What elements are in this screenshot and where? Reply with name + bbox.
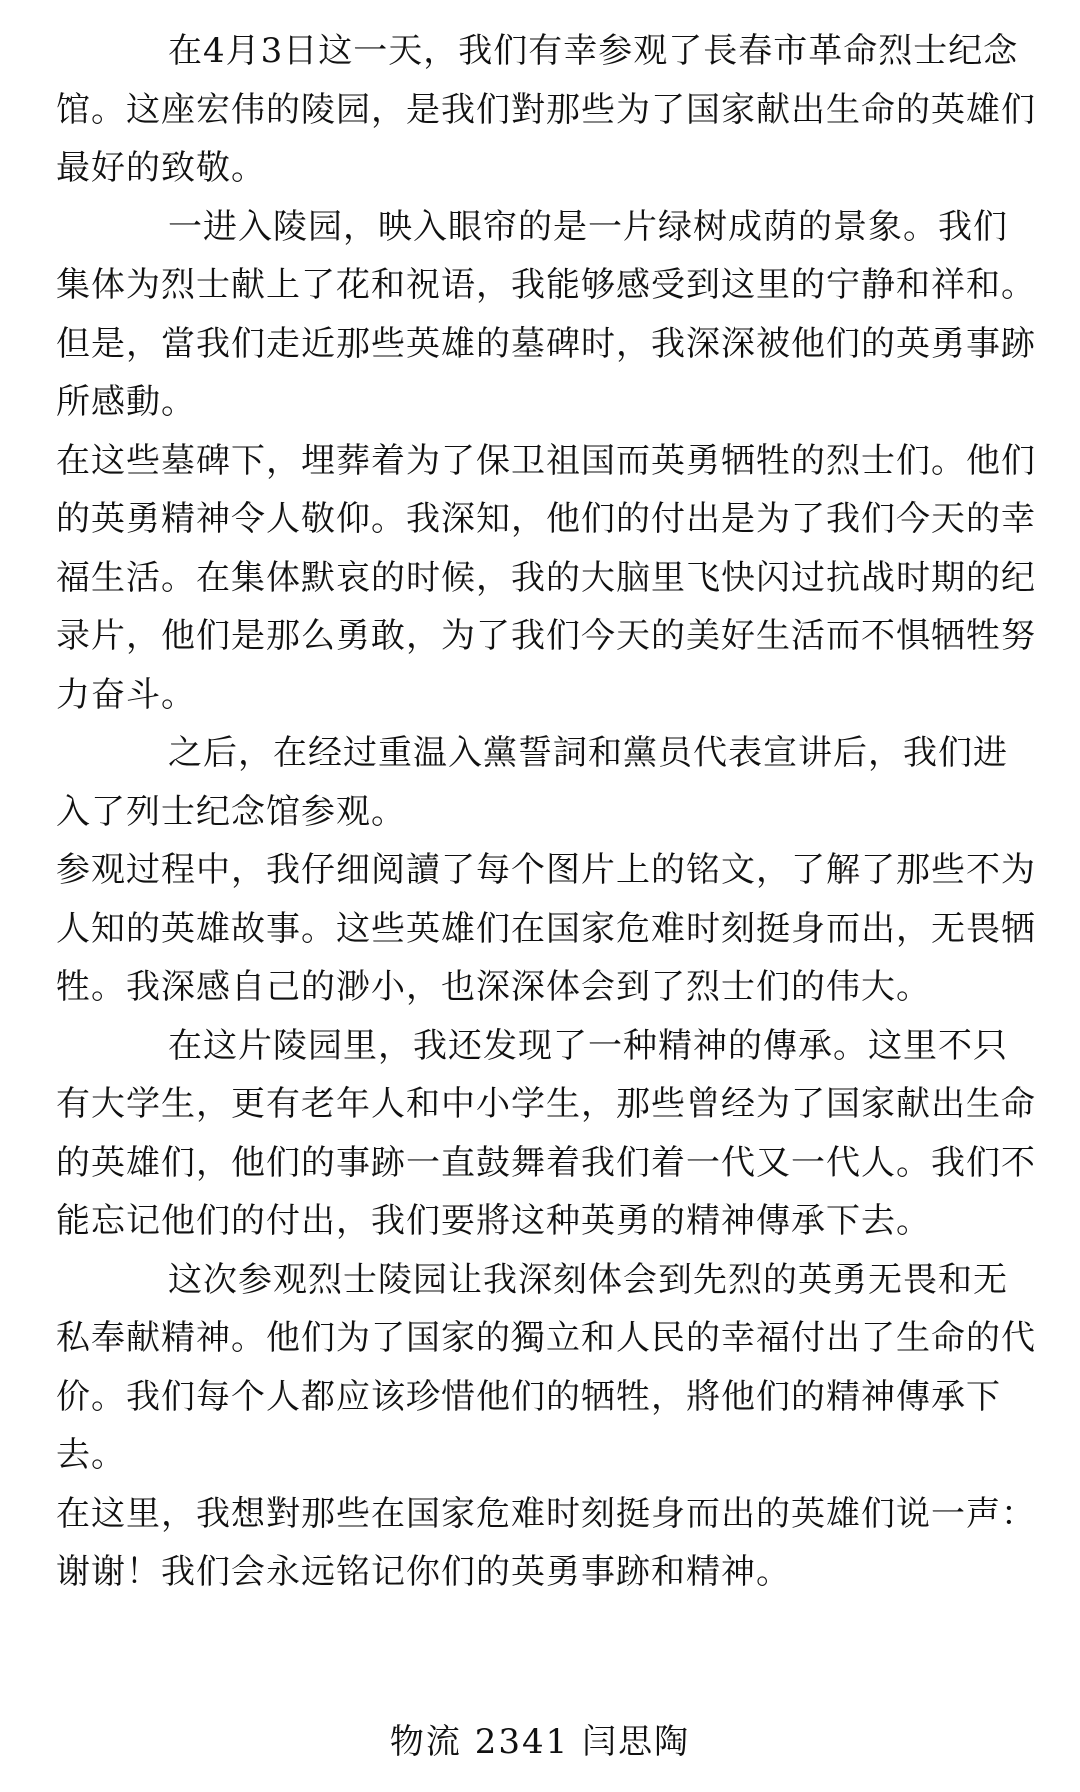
essay-paragraph-8: 在这里，我想對那些在国家危难时刻挺身而出的英雄们说一声：谢谢！我们会永远铭记你们的英勇事跡和精神。 [56,1493,1036,1592]
essay-paragraph-1: 在4月3日这一天，我们有幸参观了長春市革命烈士纪念馆。这座宏伟的陵园，是我们對那些为了国家献出生命的英雄们最好的致敬。 [56,31,1036,188]
essay-paragraph-7: 这次参观烈士陵园让我深刻体会到先烈的英勇无畏和无私奉献精神。他们为了国家的獨立和人民的幸福付出了生命的代价。我们每个人都应该珍惜他们的牺牲，將他们的精神傳承下去。 [56,1259,1036,1475]
essay-paragraph-6: 在这片陵园里，我还发现了一种精神的傳承。这里不只有大学生，更有老年人和中小学生，那些曾经为了国家献出生命的英雄们，他们的事跡一直鼓舞着我们着一代又一代人。我们不能忘记他们的付出，我们要將这种英勇的精神傳承下去。 [56,1025,1036,1241]
essay-paragraph-3: 在这些墓碑下，埋葬着为了保卫祖国而英勇牺牲的烈士们。他们的英勇精神令人敬仰。我深知，他们的付出是为了我们今天的幸福生活。在集体默哀的时候，我的大脑里飞快闪过抗战时期的纪录片，他们是那么勇敢，为了我们今天的美好生活而不惧牺牲努力奋斗。 [56,440,1036,715]
essay-paragraph-2: 一进入陵园，映入眼帘的是一片绿树成荫的景象。我们集体为烈士献上了花和祝语，我能够感受到这里的宁静和祥和。但是，當我们走近那些英雄的墓碑时，我深深被他们的英勇事跡所感動。 [56,206,1036,422]
essay-paragraph-4: 之后，在经过重温入黨誓詞和黨员代表宣讲后，我们进入了列士纪念馆参观。 [56,733,1008,832]
essay-paragraph-5: 参观过程中，我仔细阅讀了每个图片上的铭文，了解了那些不为人知的英雄故事。这些英雄们在国家危难时刻挺身而出，无畏牺牲。我深感自己的渺小，也深深体会到了烈士们的伟大。 [56,850,1036,1007]
author-signature: 物流 2341 闫思陶 [389,1722,691,1762]
essay-body [56,22,1036,1602]
